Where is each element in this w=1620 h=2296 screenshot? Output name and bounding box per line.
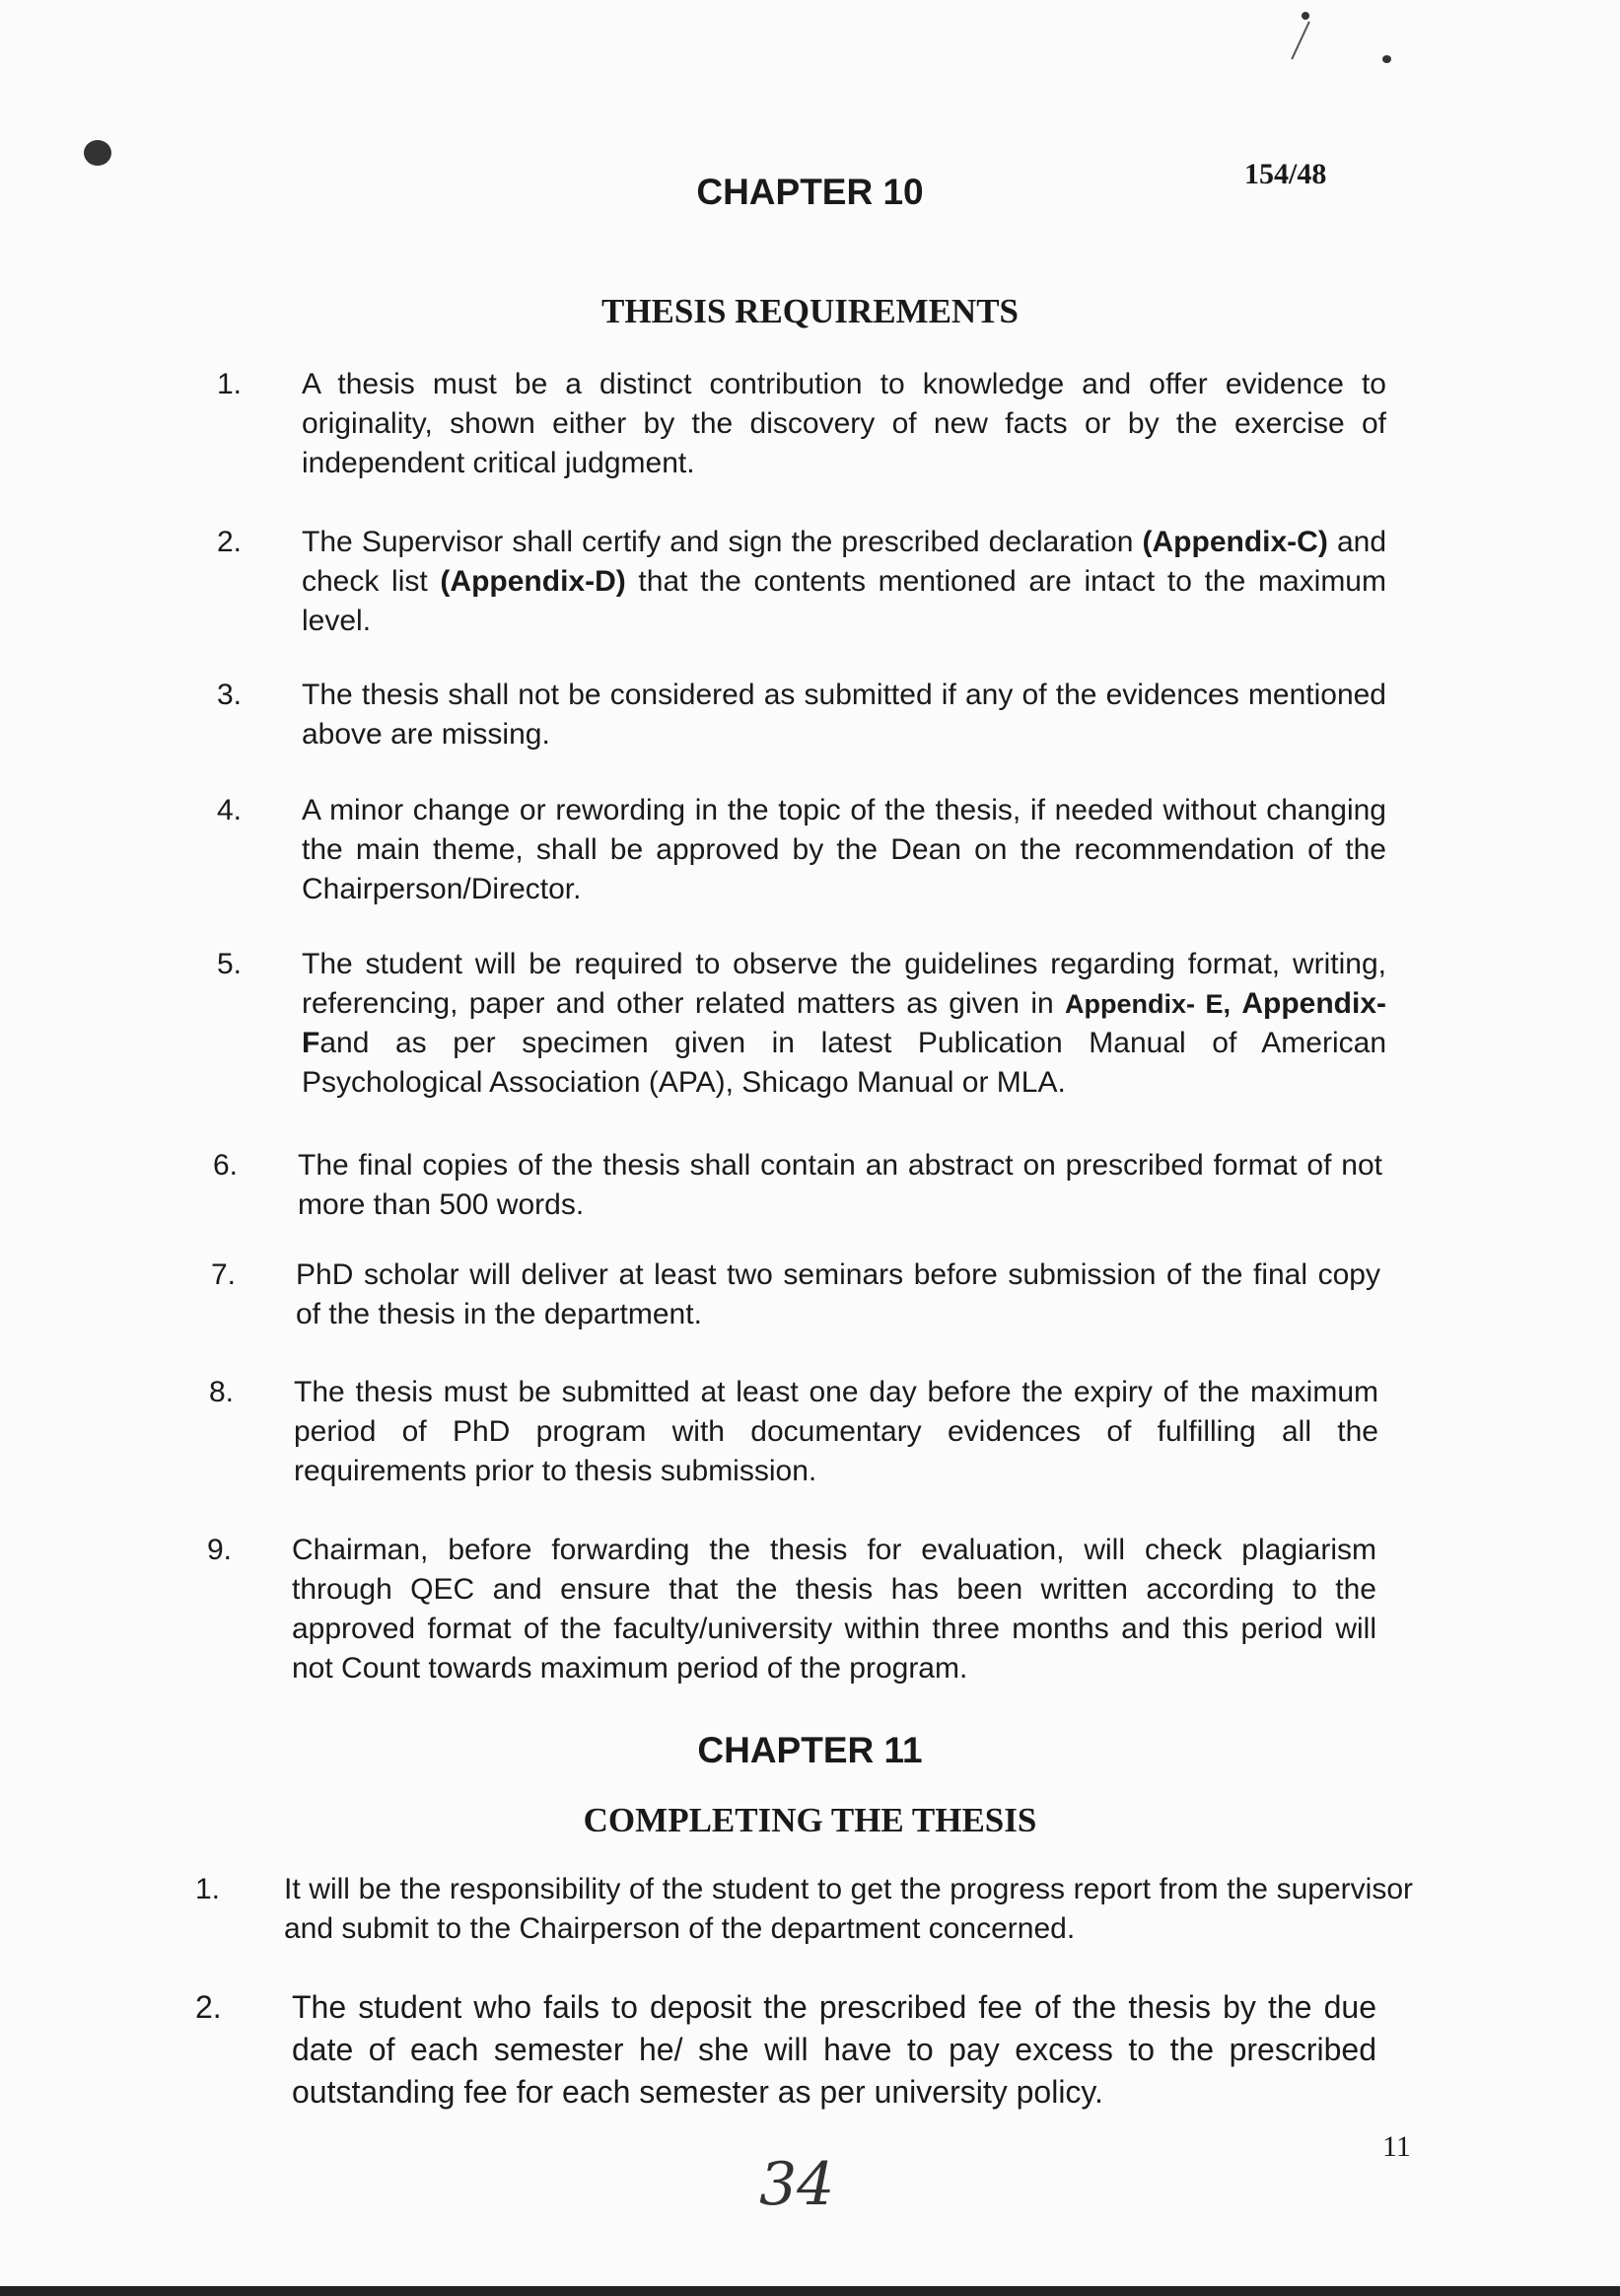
item-text: The student will be required to observe the guidelines regarding format, writing, referencing, paper and other related matters as given in Appendix- E, Appendix-Fand as per specimen given in latest Publication Manual of American Psychological Association (APA), Shicago Manual or MLA.: [302, 948, 1386, 1099]
item-text: The thesis must be submitted at least one day before the expiry of the maximum period of PhD program with documentary evidences of fulfilling all the requirements prior to thesis submission.: [294, 1376, 1378, 1487]
item-number: 9.: [207, 1534, 233, 1566]
item-text: PhD scholar will deliver at least two seminars before submission of the final copy of the thesis in the department.: [296, 1258, 1380, 1330]
item-number: 2.: [217, 526, 243, 558]
chapter-10-subtitle: THESIS REQUIREMENTS: [600, 292, 1020, 330]
item-text: The thesis shall not be considered as submitted if any of the evidences mentioned above are missing.: [302, 679, 1386, 751]
item-text: The student who fails to deposit the prescribed fee of the thesis by the due date of each semester he/ she will have to pay excess to the prescribed outstanding fee for each semester as per university policy.: [292, 1989, 1376, 2110]
item-number: 6.: [213, 1149, 239, 1182]
chapter-11-title: CHAPTER 11: [697, 1730, 923, 1770]
item-number: 3.: [217, 679, 243, 711]
page-number: 11: [1382, 2130, 1411, 2163]
item-text: Chairman, before forwarding the thesis for evaluation, will check plagiarism through QEC and ensure that the thesis has been written according to the approved format of the faculty/university within three months and this period will not Count towards maximum period of the program.: [292, 1534, 1376, 1685]
scan-edge: [0, 2286, 1620, 2296]
appendix-f-ref: Appendix-F: [302, 987, 1386, 1059]
scan-speck: [1382, 55, 1391, 63]
item-number: 7.: [211, 1258, 237, 1291]
item-text: A minor change or rewording in the topic of the thesis, if needed without changing the main theme, shall be approved by the Dean on the recommendation of the Chairperson/Director.: [302, 794, 1386, 905]
item-number: 1.: [217, 368, 243, 400]
chapter-11-subtitle: COMPLETING THE THESIS: [583, 1801, 1037, 1839]
item-number: 5.: [217, 948, 243, 980]
item-number: 1.: [195, 1873, 221, 1905]
item-number: 8.: [209, 1376, 235, 1408]
page-reference: 154/48: [1244, 158, 1327, 190]
appendix-d-ref: (Appendix-D): [440, 565, 626, 598]
chapter-10-title: CHAPTER 10: [696, 172, 924, 212]
item-text: The final copies of the thesis shall contain an abstract on prescribed format of not more than 500 words.: [298, 1149, 1382, 1221]
item-text: The Supervisor shall certify and sign the prescribed declaration (Appendix-C) and check list (Appendix-D) that the contents mentioned are intact to the maximum level.: [302, 526, 1387, 637]
scan-speck: [1302, 12, 1309, 20]
item-text: A thesis must be a distinct contribution to knowledge and offer evidence to originality, shown either by the discovery of new facts or by the exercise of independent critical judgment.: [302, 368, 1386, 479]
appendix-e-ref: Appendix- E,: [1065, 989, 1231, 1019]
pen-stroke: [1291, 22, 1310, 60]
item-number: 4.: [217, 794, 243, 826]
handwritten-note: 34: [759, 2150, 835, 2219]
appendix-c-ref: (Appendix-C): [1142, 526, 1328, 558]
item-number: 2.: [195, 1989, 222, 2025]
scan-speck: [84, 140, 111, 166]
item-text: It will be the responsibility of the student to get the progress report from the supervisor and submit to the Chairperson of the department concerned.: [284, 1873, 1413, 1945]
